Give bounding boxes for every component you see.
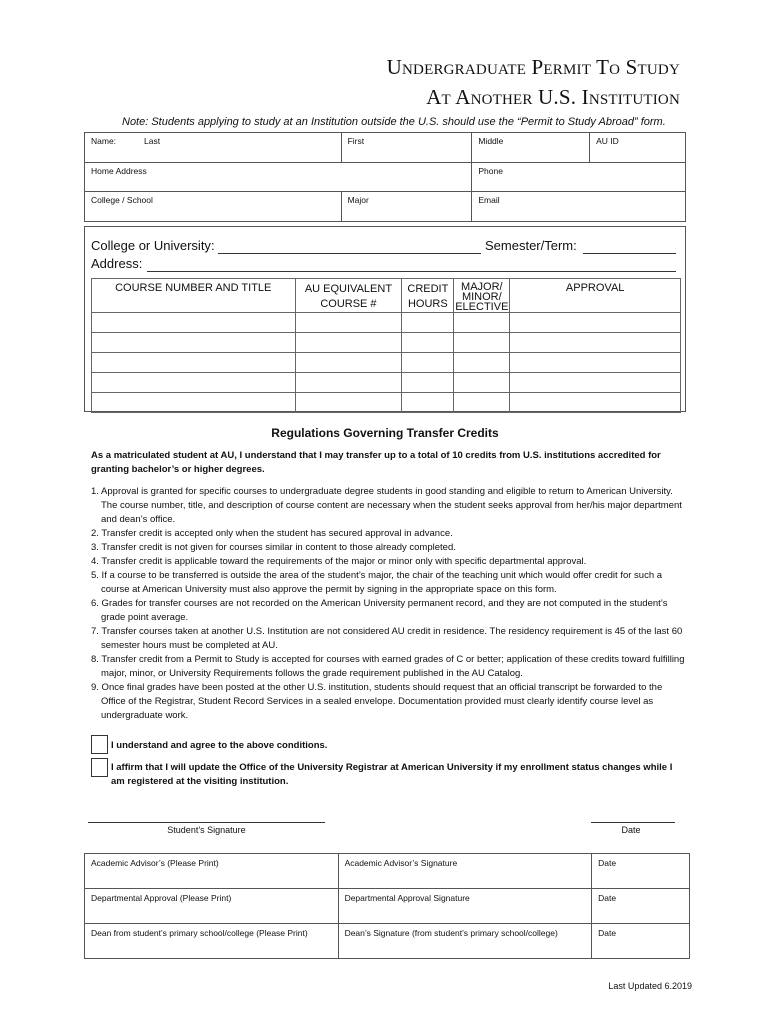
student-signature-line[interactable] xyxy=(88,822,325,823)
table-row xyxy=(92,333,681,353)
regulations-intro: As a matriculated student at AU, I understand that I may transfer up to a total of 10 credits from U.S. institutions accredited for granting bachelor’s or higher degrees. xyxy=(91,450,661,475)
advisor-signature-field[interactable]: Academic Advisor’s Signature xyxy=(338,854,592,889)
phone-field[interactable] xyxy=(472,162,686,192)
title-line-2: At Another U.S. Institution xyxy=(426,85,680,109)
email-label: Email xyxy=(478,195,500,205)
advisor-print-field[interactable]: Academic Advisor’s (Please Print) xyxy=(85,854,339,889)
department-signature-field[interactable]: Departmental Approval Signature xyxy=(338,889,592,924)
advisor-date-field[interactable]: Date xyxy=(592,854,690,889)
list-item: 3. Transfer credit is not given for courses similar in content to those already completed. xyxy=(91,542,456,553)
list-item: 8. Transfer credit from a Permit to Study is accepted for courses with earned grades of C or better; application of these credits toward fulfilling major, minor, or University Requirements follows the grade requirement published in the AU Catalog. xyxy=(91,654,685,679)
regulations-title: Regulations Governing Transfer Credits xyxy=(271,426,499,440)
name-field[interactable] xyxy=(85,133,342,163)
last-updated: Last Updated 6.2019 xyxy=(608,981,692,991)
table-row xyxy=(92,373,681,393)
list-item: 5. If a course to be transferred is outside the area of the student’s major, the chair of the teaching unit which would offer credit for such a course at American University must also approve the permit by signing in the appropriate space on this form. xyxy=(91,570,663,595)
credit-hours-header: CREDIT HOURS xyxy=(402,279,454,313)
address-input[interactable] xyxy=(147,271,676,272)
agree-checkbox-label: I understand and agree to the above conditions. xyxy=(111,740,328,751)
phone-label: Phone xyxy=(478,165,503,176)
first-name-field[interactable] xyxy=(341,133,472,163)
name-label: Name: xyxy=(91,136,117,146)
department-date-field[interactable]: Date xyxy=(592,889,690,924)
approval-header: APPROVAL xyxy=(510,279,681,313)
approvals-table xyxy=(84,853,690,959)
department-print-field[interactable]: Departmental Approval (Please Print) xyxy=(85,889,339,924)
table-row xyxy=(85,924,690,959)
table-row xyxy=(92,393,681,413)
list-item: 1. Approval is granted for specific courses to undergraduate degree students in good standing and eligible to return to American University. The course number, title, and description of course content are necessary when the student seeks approval from her/his major department and dean’s office. xyxy=(91,486,682,525)
home-address-field[interactable] xyxy=(85,162,472,192)
semester-term-label: Semester/Term: xyxy=(485,238,577,253)
major-label: Major xyxy=(347,195,369,205)
college-university-input[interactable] xyxy=(218,253,481,254)
college-university-row: College or University: xyxy=(91,238,215,253)
table-row xyxy=(92,313,681,333)
list-item: 2. Transfer credit is accepted only when the student has secured approval in advance. xyxy=(91,528,453,539)
form-note: Note: Students applying to study at an Institution outside the U.S. should use the “Permit to Study Abroad” form. xyxy=(122,116,666,128)
semester-row xyxy=(485,238,577,253)
course-table xyxy=(91,278,681,413)
regulations-list xyxy=(91,485,686,723)
student-signature-label: Student’s Signature xyxy=(167,825,246,835)
au-id-field[interactable] xyxy=(590,133,686,163)
college-university-label: College or University xyxy=(91,238,211,253)
list-item: 7. Transfer courses taken at another U.S. Institution are not considered AU credit in residence. The residency requirement is 45 of the last 60 semester hours must be completed at AU. xyxy=(91,626,683,651)
affirm-checkbox-label: I affirm that I will update the Office of the University Registrar at American University if my enrollment status changes while I am registered at the visiting institution. xyxy=(111,762,673,787)
signature-date-label: Date xyxy=(621,825,641,835)
list-item: 9. Once final grades have been posted at the other U.S. institution, students should request that an official transcript be forwarded to the Office of the Registrar, Student Record Services in a sealed envelope. Documentation provided must clearly identify course level as undergraduate work. xyxy=(91,682,663,721)
dean-print-field[interactable]: Dean from student’s primary school/college (Please Print) xyxy=(85,924,339,959)
email-field[interactable] xyxy=(472,192,686,222)
list-item: 6. Grades for transfer courses are not recorded on the American University permanent record, and they are not computed in the student’s grade point average. xyxy=(91,598,668,623)
student-info-table xyxy=(84,132,686,222)
title-line-1: Undergraduate Permit To Study xyxy=(386,55,680,79)
semester-term-input[interactable] xyxy=(583,253,676,254)
home-address-label: Home Address xyxy=(91,165,147,176)
au-equivalent-header: AU EQUIVALENT COURSE # xyxy=(295,279,402,313)
address-label: Address: xyxy=(91,256,143,271)
table-row xyxy=(92,353,681,373)
table-row xyxy=(85,889,690,924)
course-header: COURSE NUMBER AND TITLE xyxy=(92,279,296,313)
dean-date-field[interactable]: Date xyxy=(592,924,690,959)
agree-checkbox[interactable] xyxy=(91,735,108,754)
form-title xyxy=(387,52,680,112)
table-row xyxy=(85,854,690,889)
first-name-label: First xyxy=(347,136,365,146)
affirm-checkbox[interactable] xyxy=(91,758,108,777)
middle-name-field[interactable] xyxy=(472,133,590,163)
list-item: 4. Transfer credit is applicable toward the requirements of the major or minor only with specific departmental approval. xyxy=(91,556,587,567)
signature-date-line[interactable] xyxy=(591,822,675,823)
major-field[interactable] xyxy=(341,192,472,222)
dean-signature-field[interactable]: Dean’s Signature (from student’s primary school/college) xyxy=(338,924,592,959)
middle-name-label: Middle xyxy=(478,136,504,146)
college-school-label: College / School xyxy=(91,195,153,205)
au-id-label: AU ID xyxy=(596,136,619,146)
college-school-field[interactable] xyxy=(85,192,342,222)
major-minor-elective-header: MAJOR/ MINOR/ ELECTIVE xyxy=(454,279,510,313)
course-section xyxy=(84,226,686,412)
last-name-label: Last xyxy=(144,136,161,146)
